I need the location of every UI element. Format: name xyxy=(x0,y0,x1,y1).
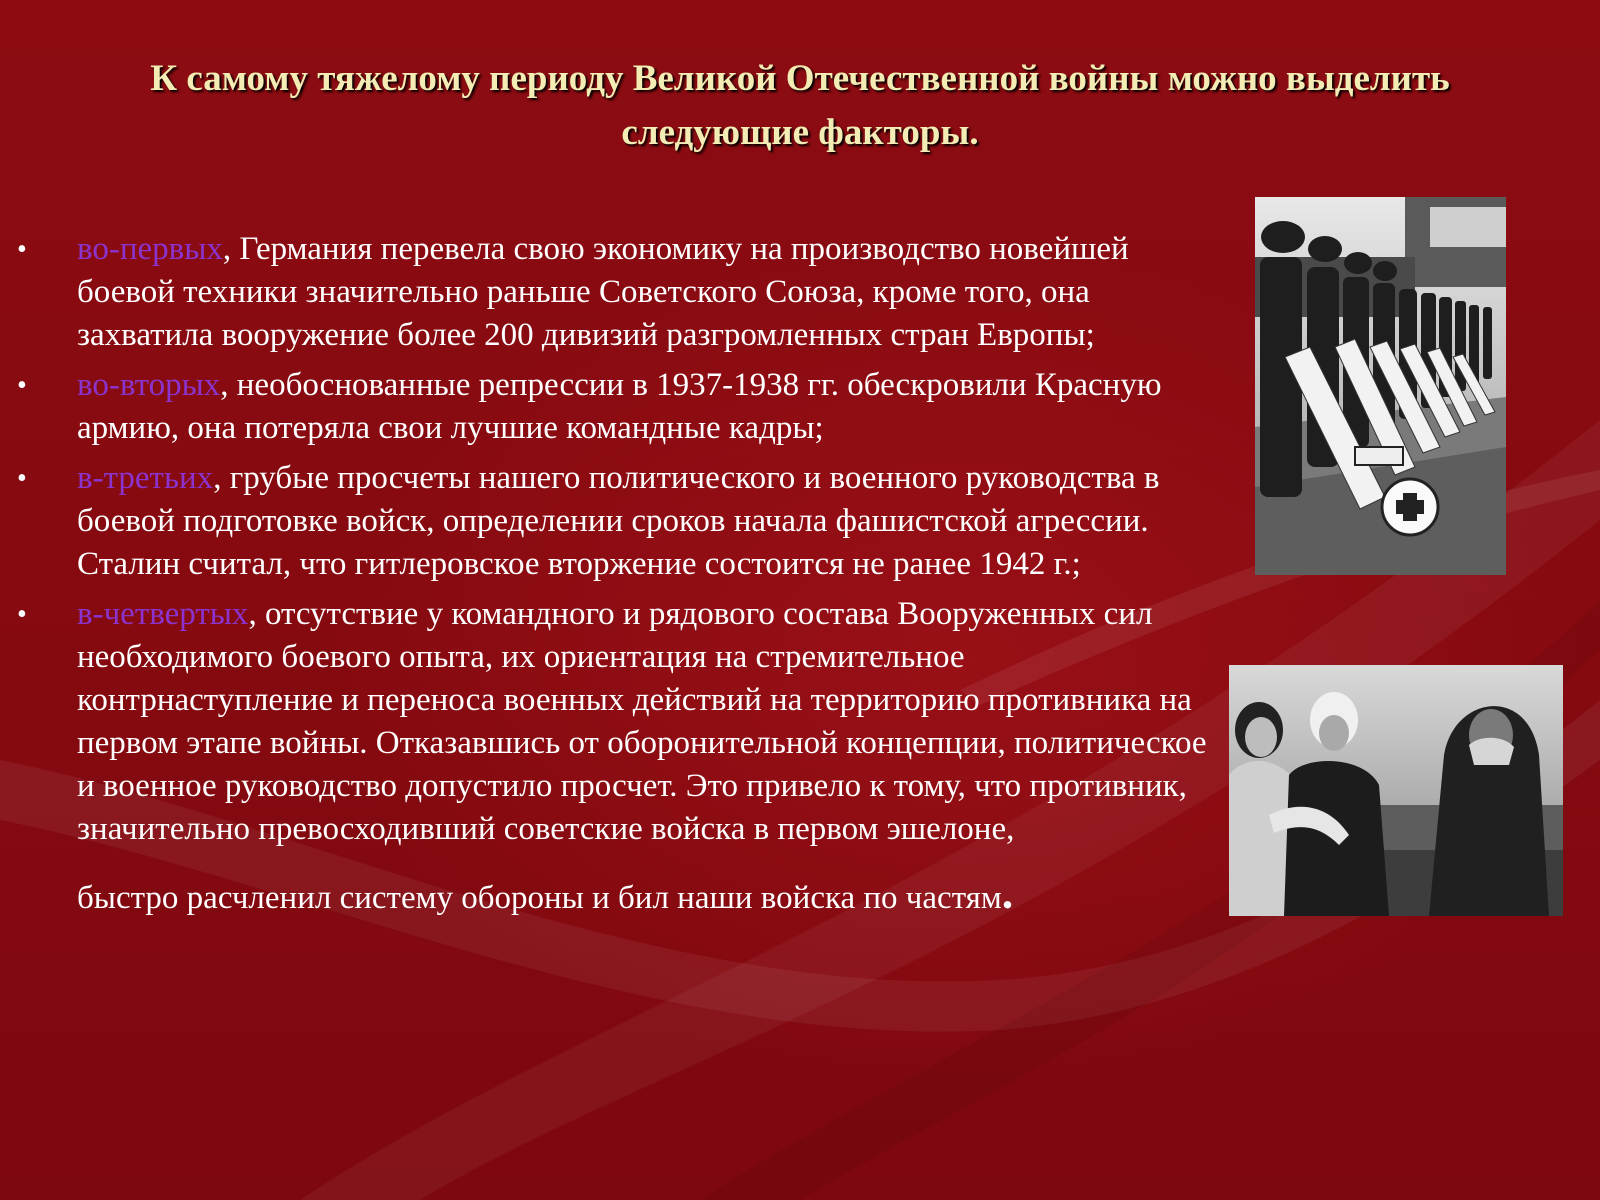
bullet-marker: • xyxy=(17,234,27,265)
bullet-item xyxy=(0,364,1215,450)
bullet-text: , отсутствие у командного и рядового состава Вооруженных сил необходимого боевого опыта, их ориентация на стремительное контрнаступление и переноса военных действий на территорию противника на первом этапе войны. Отказавшись от оборонительной концепции, политическое и военное руководство допустило просчет. Это привело к тому, что противник, значительно превосходивший советские войска в первом эшелоне, xyxy=(77,596,1207,847)
bullet-last-line xyxy=(77,867,1215,920)
slide-title: К самому тяжелому периоду Великой Отечественной войны можно выделить следующие факторы. xyxy=(150,58,1450,153)
bullet-text: , Германия перевела свою экономику на производство новейшей боевой техники значительно раньше Советского Союза, кроме того, она захватила вооружение более 200 дивизий разгромленных стран Европы; xyxy=(77,231,1129,353)
bullet-item xyxy=(0,457,1215,586)
bullet-highlight: во-вторых xyxy=(77,367,221,403)
photo-grieving-women xyxy=(1229,665,1563,916)
bullet-text: , необоснованные репрессии в 1937-1938 гг. обескровили Красную армию, она потеряла свои лучшие командные кадры; xyxy=(77,367,1162,446)
bullet-marker: • xyxy=(17,599,27,630)
bullet-list xyxy=(0,228,1215,927)
bullet-marker: • xyxy=(17,370,27,401)
bullet-item xyxy=(0,228,1215,357)
bullet-end-mark: . xyxy=(1001,867,1014,918)
bullet-highlight: в-третьих xyxy=(77,460,214,496)
bullet-highlight: в-четвертых xyxy=(77,596,249,632)
bullet-item xyxy=(0,593,1215,920)
grieving-women-image xyxy=(1229,665,1563,916)
bullet-last-line-text: быстро расчленил систему обороны и бил наши войска по частям xyxy=(77,880,1002,916)
bullet-text: , грубые просчеты нашего политического и военного руководства в боевой подготовке войск, определении сроков начала фашистской агрессии. Сталин считал, что гитлеровское вторжение состоится не ранее 1942 г.; xyxy=(77,460,1160,582)
bullet-highlight: во-первых xyxy=(77,231,223,267)
victory-parade-image xyxy=(1255,197,1506,575)
photo-victory-parade xyxy=(1255,197,1506,575)
bullet-marker: • xyxy=(17,463,27,494)
